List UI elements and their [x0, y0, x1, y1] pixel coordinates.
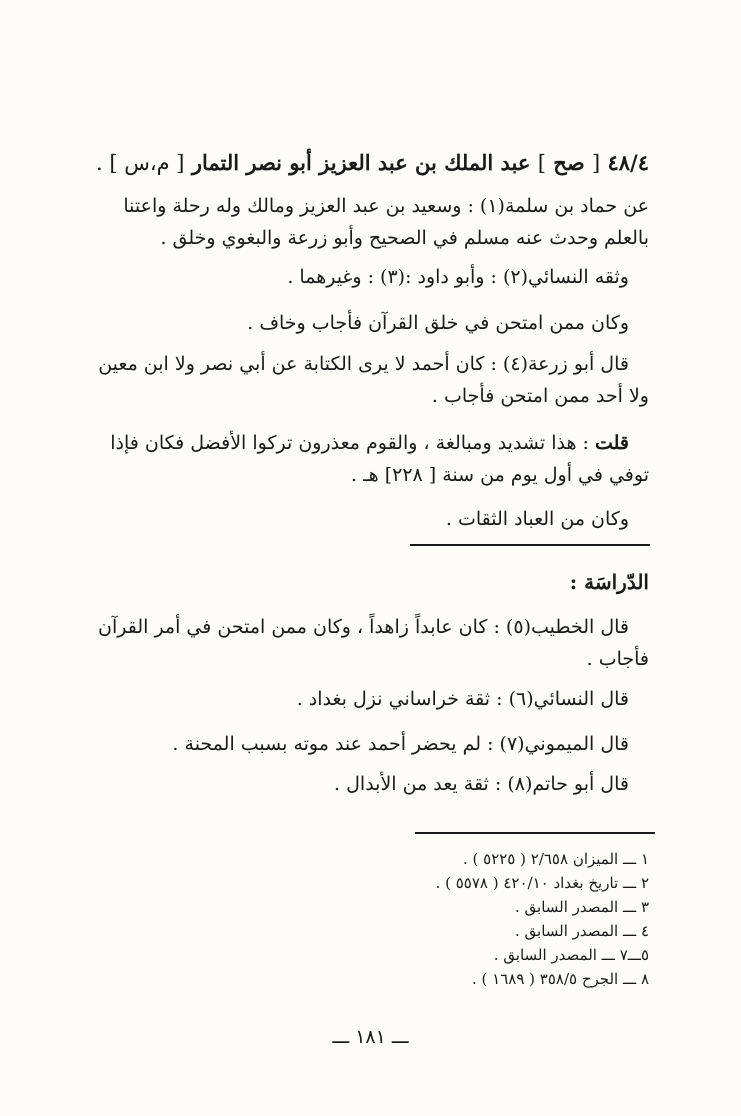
qult-line: [92, 432, 629, 454]
body-line: وكان من العباد الثقات .: [445, 508, 629, 530]
entry-name: عبد الملك بن عبد العزيز أبو نصر التمار: [191, 150, 531, 175]
page-number: ـــ ١٨١ ـــ: [332, 1026, 409, 1048]
entry-number: ٤٨/٤: [607, 150, 649, 175]
study-line: فأجاب .: [586, 648, 649, 670]
footnote: ٨ ـــ الجرح ٣٥٨/٥ ( ١٦٨٩ ) .: [472, 970, 649, 988]
body-line: قال أبو زرعة(٤) : كان أحمد لا يرى الكتابة عن أبي نصر ولا ابن معين: [98, 353, 629, 375]
grade-open-bracket: [: [591, 151, 601, 175]
body-line: بالعلم وحدث عنه مسلم في الصحيح وأبو زرعة والبغوي وخلق .: [160, 227, 649, 249]
study-line: قال النسائي(٦) : ثقة خراساني نزل بغداد .: [296, 688, 629, 710]
body-line: توفي في أول يوم من سنة [ ٢٢٨] هـ .: [351, 464, 649, 486]
study-title: الدّراسَة :: [569, 570, 649, 594]
qult-label: قلت: [594, 432, 629, 454]
entry-heading: [96, 150, 649, 175]
body-line: وكان ممن امتحن في خلق القرآن فأجاب وخاف .: [247, 312, 629, 334]
footnote-divider: [415, 832, 655, 834]
study-line: قال الخطيب(٥) : كان عابداً زاهداً ، وكان ممن امتحن في أمر القرآن: [98, 616, 629, 638]
footnote: ٤ ـــ المصدر السابق .: [515, 922, 649, 940]
entry-symbols: [ م،س ] .: [95, 151, 185, 175]
qult-text: : هذا تشديد ومبالغة ، والقوم معذرون تركوا الأفضل فكان فإذا: [110, 432, 589, 454]
footnote: ١ ـــ الميزان ٢/٦٥٨ ( ٥٢٢٥ ) .: [462, 850, 649, 868]
body-line: وثقه النسائي(٢) : وأبو داود :(٣) : وغيرهما .: [287, 266, 629, 288]
body-line: عن حماد بن سلمة(١) : وسعيد بن عبد العزيز ومالك وله رحلة واعتنا: [123, 195, 649, 217]
footnote: ٥ـــ٧ ـــ المصدر السابق .: [493, 946, 649, 964]
study-line: قال أبو حاتم(٨) : ثقة يعد من الأبدال .: [334, 773, 629, 795]
footnote: ٢ ـــ تاريخ بغداد ٤٢٠/١٠ ( ٥٥٧٨ ) .: [435, 874, 649, 892]
grade-close-bracket: ]: [537, 151, 546, 175]
entry-grade: صح: [553, 150, 585, 175]
study-line: قال الميموني(٧) : لم يحضر أحمد عند موته بسبب المحنة .: [172, 733, 629, 755]
body-line: ولا أحد ممن امتحن فأجاب .: [431, 385, 649, 407]
footnote: ٣ ـــ المصدر السابق .: [515, 898, 649, 916]
section-divider: [410, 544, 650, 546]
